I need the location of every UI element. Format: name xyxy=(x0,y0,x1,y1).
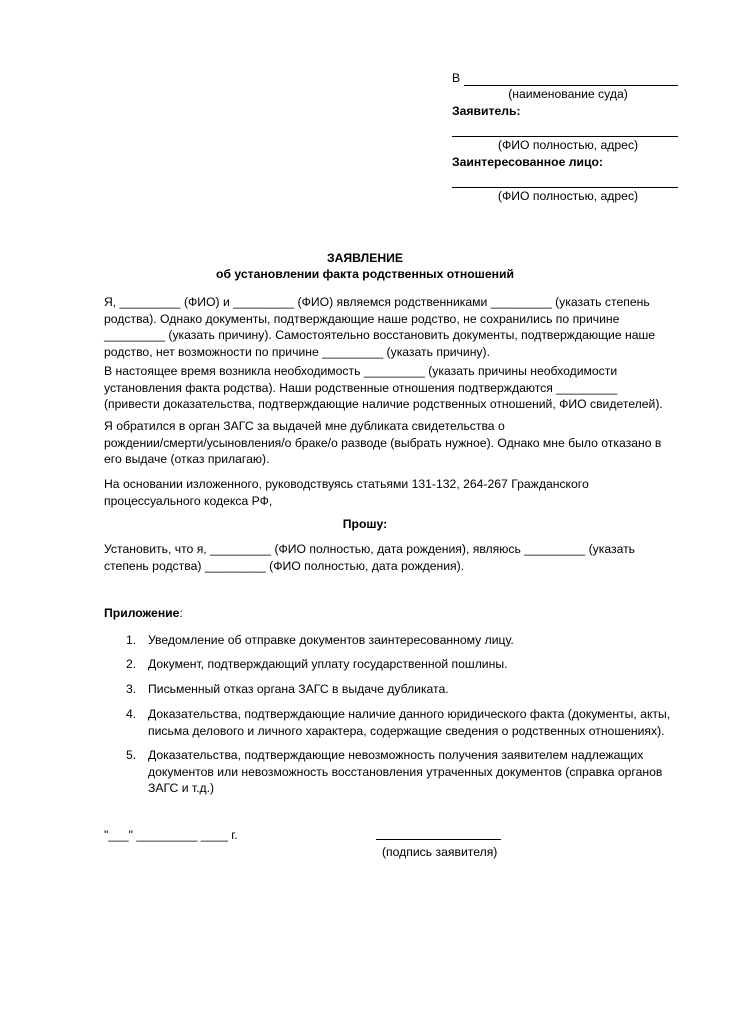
paragraph-3 xyxy=(104,418,684,468)
date-line: "___" _________ ____ г. xyxy=(104,828,238,842)
item-number: 1. xyxy=(126,633,137,647)
item-number: 2. xyxy=(126,657,137,671)
item-text: Документ, подтверждающий уплату государственной пошлины. xyxy=(148,657,508,671)
text-line: его выдаче (отказ прилагаю). xyxy=(104,452,270,466)
interested-blank xyxy=(452,175,678,188)
text-line: родства). Однако документы, подтверждающие наше родство, не сохранились по причине xyxy=(104,311,620,326)
text-line: На основании изложенного, руководствуясь статьями 131-132, 264-267 Гражданского xyxy=(104,477,589,491)
signature-blank xyxy=(376,839,501,840)
item-number: 5. xyxy=(126,748,137,762)
appendix-heading-text: Приложение xyxy=(104,606,180,620)
court-blank xyxy=(464,72,678,86)
text-line: (привести доказательства, подтверждающие наличие родственных отношений, ФИО свидетелей). xyxy=(104,397,663,411)
text-line: степень родства) _________ (ФИО полностью, дата рождения). xyxy=(104,558,465,573)
court-line xyxy=(452,70,678,86)
item-text: Доказательства, подтверждающие невозможность получения заявителем надлежащих xyxy=(148,748,644,762)
item-text: письма делового и личного характера, содержащие сведения о родственных отношениях). xyxy=(148,723,665,738)
interested-caption: (ФИО полностью, адрес) xyxy=(497,189,639,203)
applicant-label: Заявитель: xyxy=(452,104,521,118)
applicant-caption: (ФИО полностью, адрес) xyxy=(497,138,639,152)
paragraph-4 xyxy=(104,476,684,509)
text-line: родство, нет возможности по причине _________ (указать причину). xyxy=(104,344,490,359)
signature-caption: (подпись заявителя) xyxy=(382,845,498,859)
appendix-heading-colon: : xyxy=(179,606,183,620)
document-title: ЗАЯВЛЕНИЕ xyxy=(326,251,404,265)
request-paragraph xyxy=(104,541,684,574)
item-number: 3. xyxy=(126,682,137,696)
item-number: 4. xyxy=(126,707,137,721)
text-line: Я обратился в орган ЗАГС за выдачей мне дубликата свидетельства о xyxy=(104,419,505,433)
text-line: рождении/смерти/усыновления/о браке/о разводе (выбрать нужное). Однако мне было отказано в xyxy=(104,435,662,450)
text-line: процессуального кодекса РФ, xyxy=(104,493,273,508)
applicant-blank xyxy=(452,124,678,137)
text-line: В настоящее время возникла необходимость _________ (указать причины необходимости xyxy=(104,364,618,378)
interested-label: Заинтересованное лицо: xyxy=(452,155,603,169)
document-subtitle: об установлении факта родственных отношений xyxy=(216,267,514,281)
court-caption: (наименование суда) xyxy=(508,87,628,101)
court-prefix: В xyxy=(452,70,461,85)
appendix-heading xyxy=(104,605,183,622)
paragraph-1 xyxy=(104,294,684,360)
request-heading: Прошу: xyxy=(342,517,388,531)
appendix-list xyxy=(104,632,694,802)
text-line: Установить, что я, _________ (ФИО полностью, дата рождения), являюсь _________ (указать xyxy=(104,542,636,556)
item-text: Письменный отказ органа ЗАГС в выдаче дубликата. xyxy=(148,682,449,696)
item-text: документов или невозможность восстановления утраченных документов (справка органов xyxy=(148,764,663,779)
item-text: ЗАГС и т.д.) xyxy=(148,781,215,795)
item-text: Доказательства, подтверждающие наличие данного юридического факта (документы, акты, xyxy=(148,707,671,721)
item-text: Уведомление об отправке документов заинтересованному лицу. xyxy=(148,633,514,647)
text-line: установления факта родства). Наши родственные отношения подтверждаются _________ xyxy=(104,380,618,395)
text-line: _________ (указать причину). Самостоятельно восстановить документы, подтверждающие наше xyxy=(104,328,656,342)
text-line: Я, _________ (ФИО) и _________ (ФИО) являемся родственниками _________ (указать степень xyxy=(104,295,650,309)
paragraph-2 xyxy=(104,363,684,413)
addressee-block xyxy=(452,70,678,205)
